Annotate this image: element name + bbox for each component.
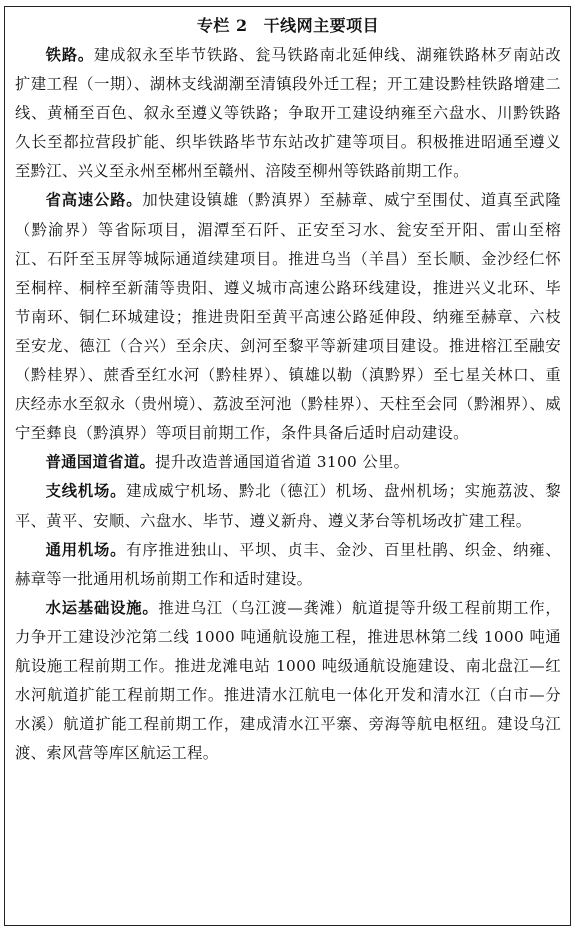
section-national-roads bbox=[15, 448, 561, 477]
section-waterway bbox=[15, 594, 561, 769]
section-heading: 通用机场。 bbox=[45, 540, 127, 559]
section-body: 推进乌江（乌江渡—龚滩）航道提等升级工程前期工作，力争开工建设沙沱第二线 1000 吨通航设施工程，推进思林第二线 1000 吨通航设施工程前期工作。推进龙滩电站 1000 吨级通航设施建设、南北盘江—红水河航道扩能工程前期工作。推进清水江航电一体化开发和清水江（白市—分水溪）航道扩能工程前期工作，建成清水江平寨、旁海等航电枢纽。建设乌江渡、索风营等库区航运工程。 bbox=[15, 598, 561, 763]
box-title bbox=[15, 13, 561, 39]
section-heading: 省高速公路。 bbox=[45, 191, 143, 210]
section-heading: 支线机场。 bbox=[45, 482, 127, 501]
box-title-number: 专栏 2 bbox=[196, 16, 248, 35]
section-body: 加快建设镇雄（黔滇界）至赫章、威宁至围仗、道真至武隆（黔渝界）等省际项目，湄潭至石阡、正安至习水、瓮安至开阳、雷山至榕江、石阡至玉屏等城际通道续建项目。推进乌当（羊昌）至长顺、金沙经仁怀至桐梓、桐梓至新蒲等贵阳、遵义城市高速公路环线建设，推进兴义北环、毕节南环、铜仁环城建设；推进贵阳至黄平高速公路延伸段、纳雍至赫章、六枝至安龙、德江（合兴）至余庆、剑河至黎平等新建项目建设。推进榕江至融安（黔桂界）、蔗香至红水河（黔桂界）、镇雄以勒（滇黔界）至七星关林口、重庆经赤水至叙永（贵州境）、荔波至河池（黔桂界）、天柱至会同（黔湘界）、威宁至彝良（黔滇界）等项目前期工作，条件具备后适时启动建设。 bbox=[15, 191, 561, 443]
section-heading: 铁路。 bbox=[45, 46, 94, 64]
section-expressway bbox=[15, 186, 561, 448]
section-body: 建成威宁机场、黔北（德江）机场、盘州机场；实施荔波、黎平、黄平、安顺、六盘水、毕节、遵义新舟、遵义茅台等机场改扩建工程。 bbox=[15, 482, 561, 530]
section-general-airports bbox=[15, 536, 561, 594]
section-body: 提升改造普通国道省道 3100 公里。 bbox=[155, 453, 410, 472]
section-body: 有序推进独山、平坝、贞丰、金沙、百里杜鹃、织金、纳雍、赫章等一批通用机场前期工作和适时建设。 bbox=[15, 540, 561, 588]
sidebar-box bbox=[4, 6, 571, 926]
box-title-text: 干线网主要项目 bbox=[263, 16, 380, 35]
section-heading: 水运基础设施。 bbox=[45, 598, 159, 617]
section-heading: 普通国道省道。 bbox=[45, 453, 156, 472]
section-body: 建成叙永至毕节铁路、瓮马铁路南北延伸线、湖雍铁路林歹南站改扩建工程（一期）、湖林支线湖潮至清镇段外迁工程；开工建设黔桂铁路增建二线、黄桶至百色、叙永至遵义等铁路；争取开工建设纳雍至六盘水、川黔铁路久长至都拉营段扩能、织毕铁路毕节东站改扩建等项目。积极推进昭通至遵义至黔江、兴义至永州至郴州至赣州、涪陵至柳州等铁路前期工作。 bbox=[15, 46, 561, 181]
section-railway bbox=[15, 41, 561, 186]
section-branch-airports bbox=[15, 477, 561, 535]
